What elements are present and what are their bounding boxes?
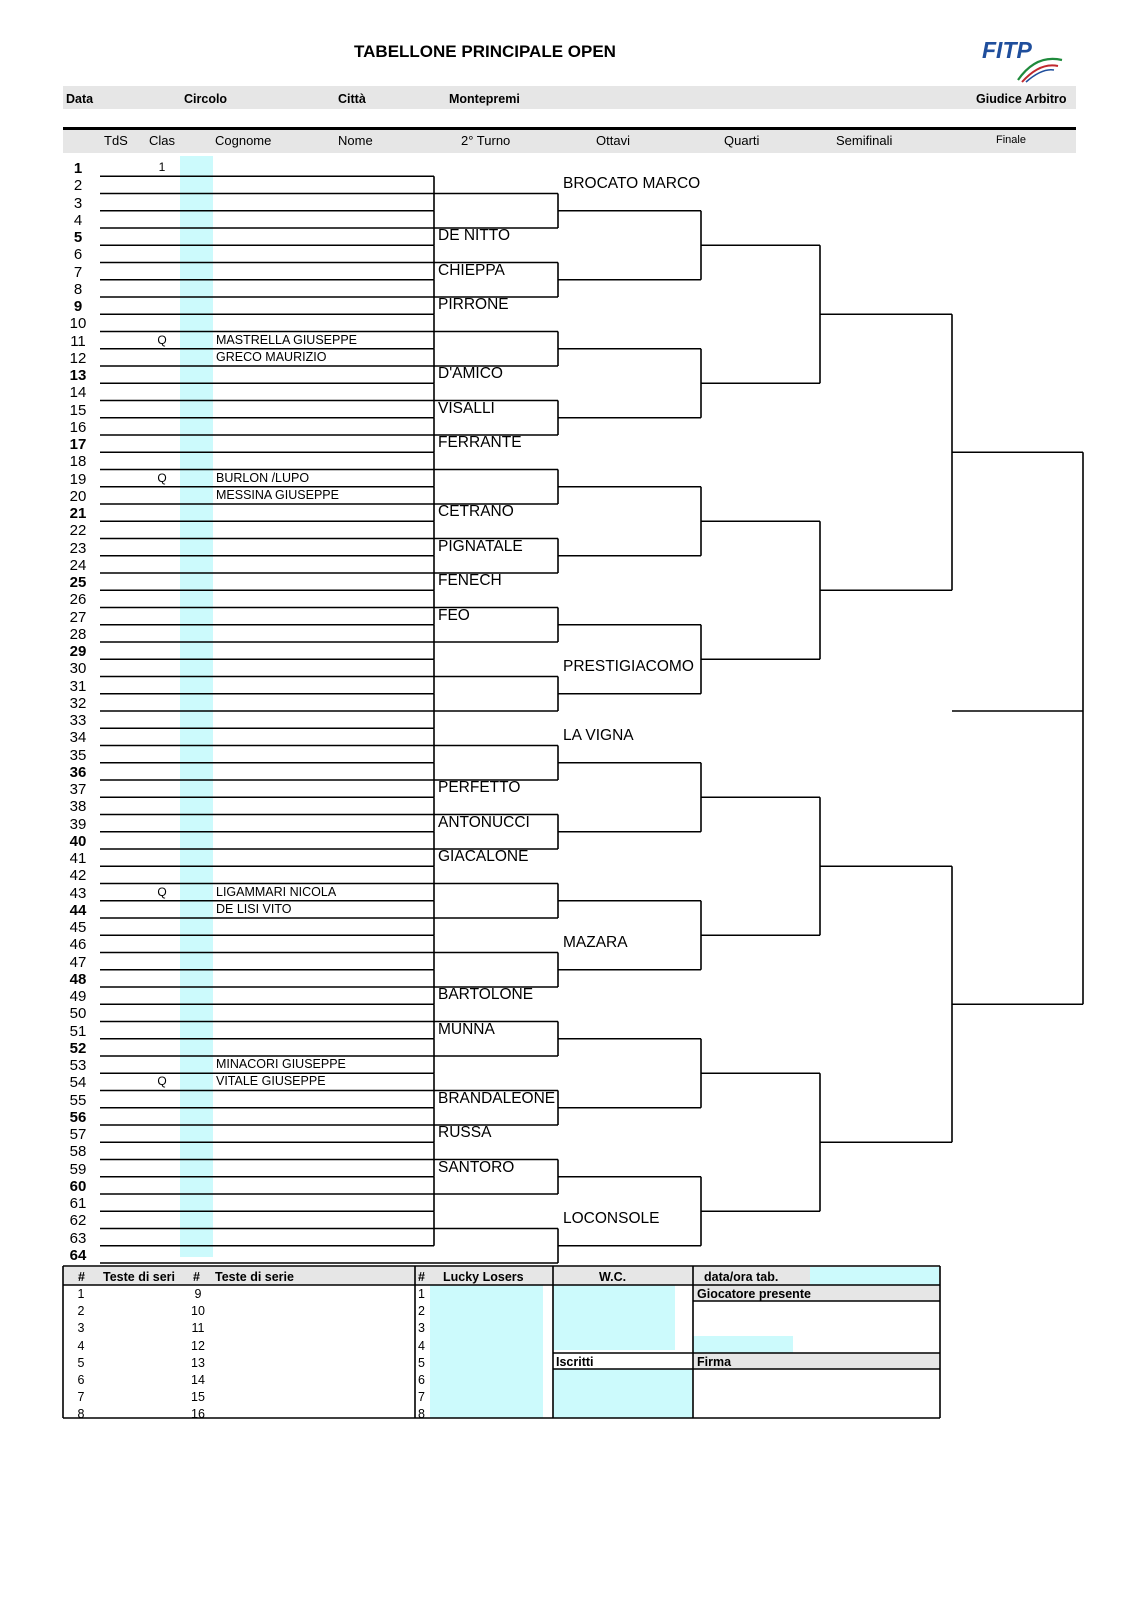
row-number: 19 [69, 470, 87, 488]
second-round-name[interactable]: D'AMICO [438, 365, 503, 382]
col-2turno: 2° Turno [461, 133, 511, 148]
seed-number-right: 9 [194, 1287, 202, 1301]
row-number: 9 [73, 298, 83, 315]
row-number: 2 [73, 177, 83, 195]
logo-text: FITP [982, 37, 1032, 63]
second-round-name[interactable]: GIACALONE [438, 848, 529, 865]
row-1-clas: 1 [158, 160, 166, 174]
row-number: 63 [69, 1229, 87, 1247]
bt-teste-seri: Teste di seri [103, 1270, 176, 1284]
col-finale: Finale [996, 134, 1026, 146]
player-clas: Q [157, 884, 167, 899]
bt-data-ora: data/ora tab. [704, 1270, 779, 1284]
col-cognome: Cognome [215, 133, 272, 148]
row-number: 1 [73, 160, 83, 177]
row-number: 33 [69, 712, 87, 729]
row-number: 49 [69, 988, 87, 1005]
player-name[interactable]: BURLON /LUPO [216, 470, 310, 485]
row-number: 43 [69, 884, 87, 902]
seed-number-left: 7 [77, 1390, 85, 1405]
second-round-name[interactable]: MUNNA [438, 1020, 495, 1038]
row-number: 31 [69, 677, 87, 695]
seed-number-right: 16 [191, 1407, 205, 1422]
player-clas: Q [157, 1074, 167, 1089]
row-number: 20 [69, 487, 87, 505]
row-number: 39 [69, 815, 87, 833]
row-number: 12 [69, 349, 87, 367]
seed-number-right: 11 [191, 1321, 205, 1336]
player-name[interactable]: MINACORI GIUSEPPE [216, 1057, 346, 1071]
bt-hash-2: # [193, 1270, 200, 1284]
bt-wc: W.C. [599, 1270, 627, 1284]
bt-hash-1: # [78, 1270, 85, 1284]
row-number: 55 [69, 1091, 87, 1109]
player-name[interactable]: MESSINA GIUSEPPE [216, 487, 339, 502]
label-circolo: Circolo [184, 92, 228, 106]
second-round-name[interactable]: PERFETTO [438, 779, 521, 796]
row-number: 64 [69, 1246, 87, 1264]
row-number: 37 [69, 781, 87, 798]
second-round-name[interactable]: RUSSA [438, 1124, 492, 1141]
seed-number-right: 10 [191, 1304, 205, 1319]
row-number: 57 [69, 1126, 87, 1143]
player-name[interactable]: VITALE GIUSEPPE [216, 1074, 326, 1089]
bt-giocatore-presente: Giocatore presente [697, 1287, 811, 1301]
row-number: 14 [69, 384, 87, 402]
row-number: 47 [69, 953, 87, 971]
row-number: 6 [73, 246, 83, 264]
row-number: 56 [69, 1108, 87, 1126]
row-number: 35 [69, 746, 87, 764]
page-title: TABELLONE PRINCIPALE OPEN [354, 42, 616, 61]
bt-firma: Firma [697, 1355, 732, 1369]
lucky-loser-number: 4 [418, 1338, 425, 1353]
row-number: 53 [69, 1057, 87, 1074]
row-number: 32 [69, 694, 87, 712]
row-number: 61 [69, 1195, 87, 1212]
row-number: 28 [69, 625, 87, 643]
row-number: 62 [69, 1212, 87, 1230]
row-number: 11 [70, 332, 86, 350]
second-round-name[interactable]: ANTONUCCI [438, 813, 530, 831]
second-round-name[interactable]: DE NITTO [438, 227, 511, 244]
row-number: 22 [69, 522, 87, 540]
ottavi-name[interactable]: LOCONSOLE [563, 1210, 660, 1228]
row-number: 42 [69, 867, 87, 885]
label-citta: Città [338, 92, 366, 106]
lucky-loser-number: 3 [418, 1321, 425, 1336]
lucky-loser-number: 6 [418, 1373, 425, 1387]
row-number: 17 [69, 436, 87, 453]
second-round-name[interactable]: CHIEPPA [438, 261, 505, 279]
row-number: 25 [69, 574, 87, 591]
row-number: 23 [69, 539, 87, 557]
col-clas: Clas [149, 133, 176, 148]
player-name[interactable]: DE LISI VITO [216, 901, 292, 916]
row-number: 46 [69, 936, 87, 954]
player-name[interactable]: MASTRELLA GIUSEPPE [216, 332, 358, 347]
seed-number-right: 14 [191, 1373, 205, 1387]
second-round-name[interactable]: PIRRONE [438, 296, 509, 313]
bt-hash-3: # [418, 1270, 425, 1284]
seed-number-left: 1 [77, 1287, 85, 1301]
row-number: 4 [73, 211, 83, 229]
row-number: 15 [69, 401, 87, 419]
row-number: 54 [69, 1074, 87, 1092]
row-number: 45 [69, 919, 87, 936]
row-number: 21 [69, 505, 87, 522]
row-number: 50 [69, 1005, 87, 1023]
col-tds: TdS [104, 133, 128, 148]
seed-number-right: 12 [191, 1338, 205, 1353]
lucky-loser-number: 1 [418, 1287, 425, 1301]
label-giudice: Giudice Arbitro [976, 92, 1067, 106]
second-round-name[interactable]: SANTORO [438, 1158, 515, 1176]
row-number: 27 [69, 608, 87, 626]
seed-number-left: 3 [77, 1321, 85, 1336]
seed-number-right: 13 [191, 1355, 205, 1370]
ottavi-name[interactable]: BROCATO MARCO [563, 175, 701, 193]
col-nome: Nome [338, 133, 373, 148]
row-number: 48 [69, 970, 87, 988]
bt-iscritti: Iscritti [556, 1355, 594, 1369]
seed-number-left: 2 [77, 1304, 85, 1319]
player-name[interactable]: GRECO MAURIZIO [216, 349, 327, 364]
ottavi-name[interactable]: PRESTIGIACOMO [563, 658, 694, 676]
row-number: 7 [73, 263, 83, 281]
row-number: 26 [69, 591, 87, 609]
label-data: Data [66, 92, 94, 106]
bt-teste-serie: Teste di serie [215, 1270, 294, 1284]
col-semifinali: Semifinali [836, 133, 893, 148]
second-round-name[interactable]: BARTOLONE [438, 986, 534, 1003]
player-name[interactable]: LIGAMMARI NICOLA [216, 884, 337, 899]
second-round-name[interactable]: BRANDALEONE [438, 1089, 556, 1107]
row-number: 8 [73, 280, 83, 298]
col-quarti: Quarti [724, 133, 760, 148]
seed-number-left: 4 [77, 1338, 85, 1353]
row-number: 5 [73, 229, 83, 246]
seed-number-left: 5 [77, 1355, 85, 1370]
row-number: 36 [69, 763, 87, 781]
row-number: 30 [69, 660, 87, 678]
row-number: 10 [69, 315, 87, 333]
second-round-name[interactable]: FEO [438, 606, 470, 624]
second-round-name[interactable]: FERRANTE [438, 434, 522, 451]
seed-number-left: 8 [77, 1407, 85, 1422]
seed-number-left: 6 [77, 1373, 85, 1387]
row-number: 18 [69, 453, 87, 471]
row-number: 24 [69, 556, 87, 574]
row-number: 38 [69, 798, 87, 816]
row-number: 16 [69, 418, 87, 436]
second-round-name[interactable]: FENECH [438, 572, 502, 589]
row-number: 51 [69, 1022, 87, 1040]
row-number: 41 [69, 850, 87, 867]
row-number: 58 [69, 1143, 87, 1161]
row-number: 52 [69, 1039, 87, 1057]
lucky-loser-number: 7 [418, 1390, 425, 1405]
row-number: 44 [69, 901, 87, 919]
player-clas: Q [157, 470, 167, 485]
col-ottavi: Ottavi [596, 133, 630, 148]
row-number: 29 [69, 643, 87, 660]
row-number: 13 [69, 367, 87, 384]
second-round-name[interactable]: PIGNATALE [438, 537, 523, 555]
row-number: 60 [69, 1177, 87, 1195]
row-number: 3 [73, 194, 83, 212]
lucky-loser-number: 8 [418, 1407, 425, 1422]
ottavi-name[interactable]: LA VIGNA [563, 727, 634, 745]
lucky-loser-number: 2 [418, 1304, 425, 1319]
row-number: 40 [69, 832, 87, 850]
second-round-name[interactable]: VISALLI [438, 399, 495, 417]
ottavi-name[interactable]: MAZARA [563, 934, 628, 952]
seed-number-right: 15 [191, 1390, 205, 1405]
row-number: 59 [69, 1160, 87, 1178]
label-montepremi: Montepremi [449, 92, 520, 106]
bt-lucky-losers: Lucky Losers [443, 1270, 524, 1284]
lucky-loser-number: 5 [418, 1355, 425, 1370]
player-clas: Q [157, 332, 167, 347]
second-round-name[interactable]: CETRANO [438, 503, 514, 520]
row-number: 34 [69, 729, 87, 747]
